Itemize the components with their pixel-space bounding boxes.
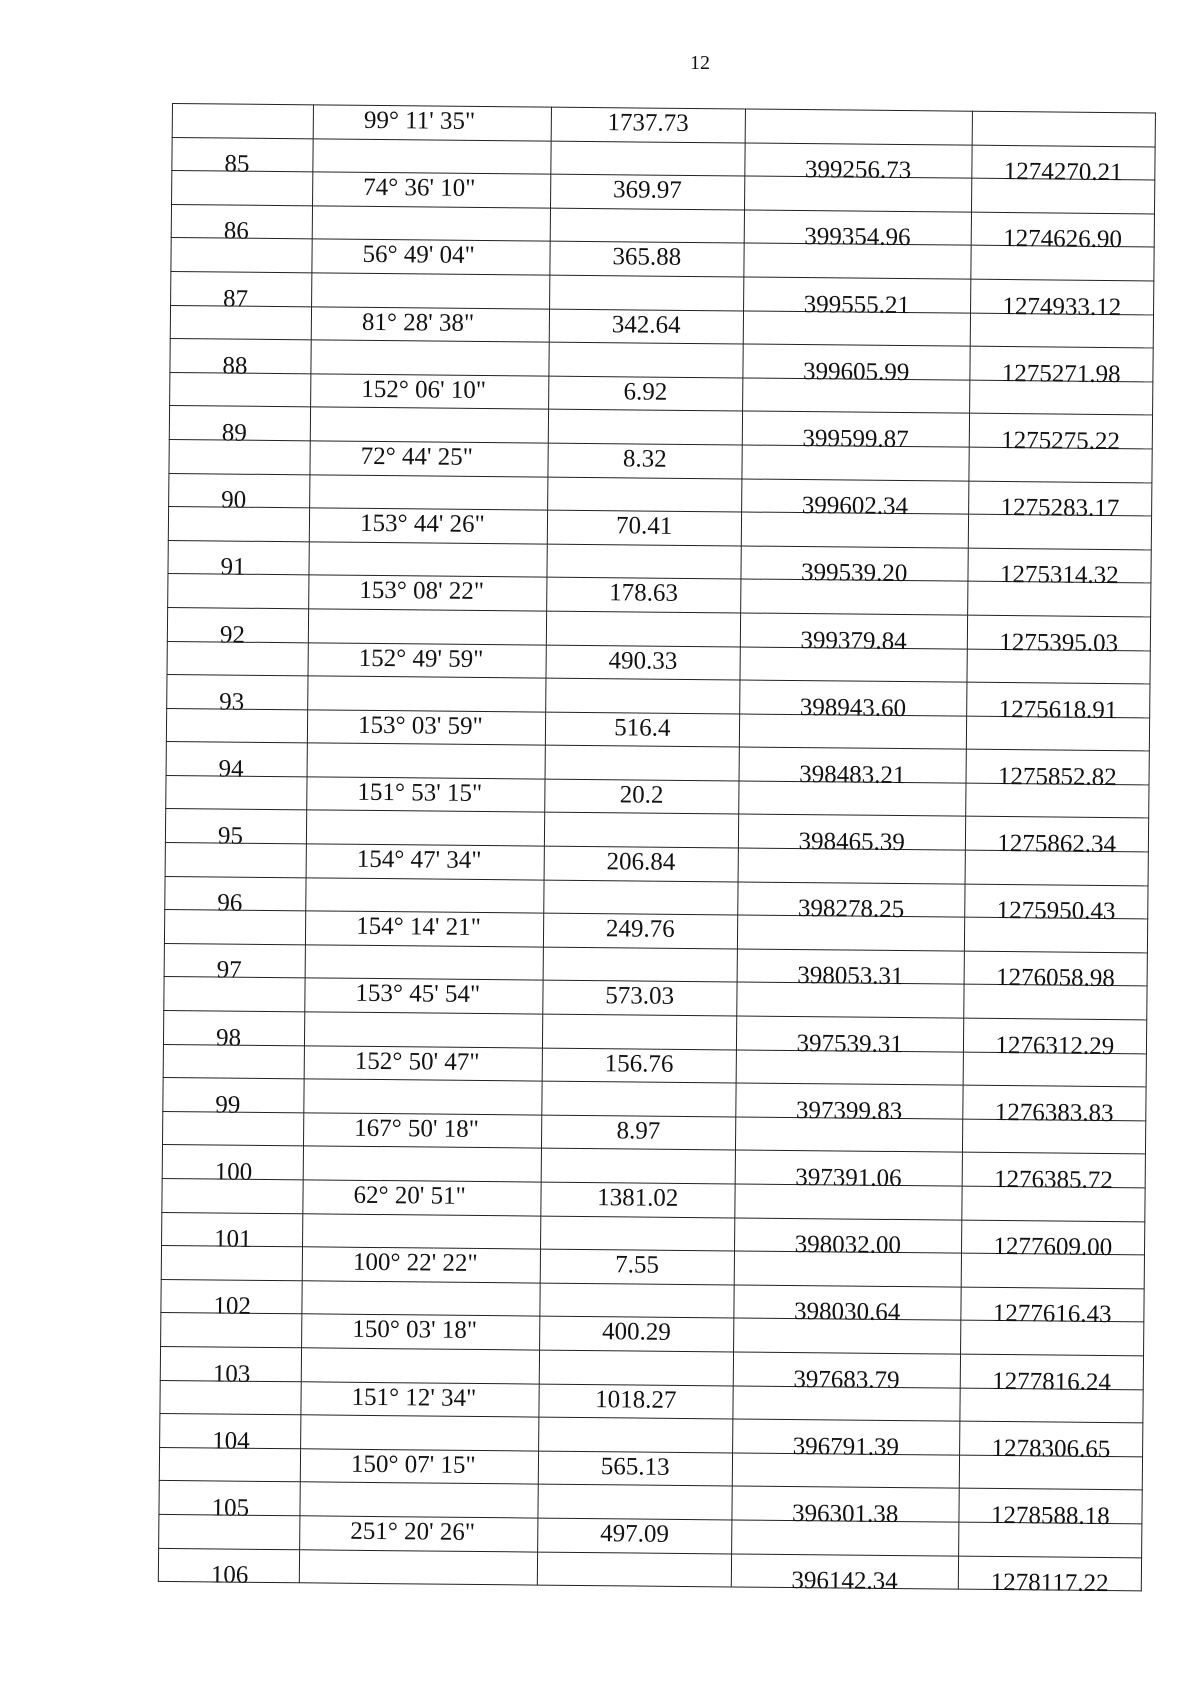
distance-cell [546,611,741,646]
distance-cell-text: 156.76 [604,1049,674,1078]
bearing-cell-text: 56° 49' 04" [362,241,475,270]
distance-cell [541,1115,736,1150]
northing-cell [972,111,1156,146]
northing-cell-text: 1275395.03 [999,628,1119,657]
distance-cell [544,846,739,881]
bearing-cell [310,441,548,477]
bearing-cell-text: 151° 12' 34" [351,1383,477,1412]
northing-cell [960,1287,1144,1329]
station-cell-text: 98 [215,1024,242,1052]
easting-cell-text: 399539.20 [800,559,908,588]
easting-cell-text: 397539.31 [796,1029,903,1058]
station-cell [162,1145,303,1186]
northing-cell [969,346,1153,388]
bearing-cell [301,1415,539,1451]
easting-cell-text: 399256.73 [804,156,912,185]
easting-cell [742,411,969,454]
easting-cell [740,680,967,722]
bearing-cell [300,1449,538,1485]
bearing-cell [307,710,545,746]
bearing-cell-text: 167° 50' 18" [354,1114,480,1143]
easting-cell [732,1486,959,1528]
easting-cell-text: 398943.60 [799,693,907,722]
bearing-cell [306,877,544,913]
bearing-cell [306,844,544,880]
station-cell [165,809,306,850]
distance-cell [549,275,744,310]
bearing-cell [313,172,551,208]
bearing-cell [313,105,551,141]
distance-cell [543,913,738,948]
distance-cell [548,443,743,478]
bearing-cell-text: 251° 20' 26" [350,1517,476,1546]
distance-cell [550,141,745,176]
northing-cell [964,884,1148,926]
bearing-cell [305,911,543,947]
station-cell-text: 89 [221,419,247,447]
northing-cell [968,481,1152,523]
easting-cell-text: 398032.00 [794,1231,902,1260]
northing-cell [970,279,1154,321]
northing-cell-text: 1277816.24 [992,1367,1112,1396]
bearing-cell [301,1381,539,1417]
distance-cell [537,1518,732,1553]
bearing-cell-text: 153° 03' 59" [357,711,483,740]
northing-cell [966,682,1150,724]
bearing-cell-text: 99° 11' 35" [363,106,476,135]
station-cell-text: 92 [219,620,246,649]
bearing-cell-text: 152° 49' 59" [358,644,484,673]
easting-cell-text: 398030.64 [793,1298,901,1327]
distance-cell [538,1484,733,1519]
station-cell-text: 99 [215,1091,241,1119]
bearing-cell [310,407,548,443]
bearing-cell-text: 81° 28' 38" [361,308,475,337]
distance-cell [549,342,744,377]
bearing-cell [309,575,547,611]
distance-cell [549,309,744,344]
station-cell-text: 103 [212,1360,251,1388]
distance-cell [548,376,743,411]
easting-cell [738,814,965,857]
easting-cell [743,277,970,319]
station-cell [172,137,313,178]
easting-cell-text: 397683.79 [793,1365,900,1394]
distance-cell-text: 20.2 [619,781,664,809]
distance-cell-text: 249.76 [605,915,675,944]
bearing-cell [306,810,544,846]
bearing-cell [313,138,551,174]
easting-cell [734,1285,961,1327]
northing-cell-text: 1276312.29 [995,1031,1115,1060]
bearing-cell-text: 153° 08' 22" [359,577,485,606]
northing-cell-text: 1276385.72 [993,1165,1114,1195]
station-cell-text: 95 [217,822,244,850]
distance-cell-text: 573.03 [605,982,675,1011]
easting-cell-text: 399599.87 [802,425,909,454]
distance-cell-text: 342.64 [611,310,681,339]
distance-cell [547,510,742,545]
station-cell [167,607,308,649]
bearing-cell [302,1247,540,1283]
northing-cell [964,951,1148,993]
distance-cell [546,645,741,680]
bearing-cell [303,1213,541,1249]
station-cell [170,339,311,380]
easting-cell [736,1083,963,1125]
easting-cell-text: 397399.83 [795,1096,903,1125]
station-cell [166,742,307,783]
station-cell-text: 93 [219,688,245,716]
bearing-cell-text: 150° 07' 15" [350,1450,476,1479]
easting-cell [745,143,972,185]
northing-cell [971,145,1155,187]
distance-cell-text: 1737.73 [607,109,689,137]
distance-cell [547,544,742,579]
station-cell-text: 101 [213,1225,252,1254]
distance-cell-text: 497.09 [600,1520,670,1548]
bearing-cell-text: 153° 44' 26" [359,509,485,539]
survey-coordinates-table [158,103,1156,1598]
bearing-cell [305,978,543,1014]
bearing-cell [307,777,545,813]
northing-cell-text: 1277609.00 [993,1233,1113,1262]
distance-cell-text: 400.29 [601,1318,671,1347]
easting-cell-text: 399354.96 [804,223,911,252]
easting-cell-text: 396142.34 [791,1567,898,1596]
easting-cell-text: 398053.31 [797,962,904,991]
northing-cell [961,1220,1145,1262]
station-cell [168,540,309,582]
bearing-cell [310,474,548,510]
easting-cell [744,210,971,252]
distance-cell [548,409,743,444]
station-cell-text: 90 [221,486,247,514]
northing-cell [965,817,1149,859]
distance-cell [545,712,740,747]
northing-cell [959,1421,1143,1463]
station-cell [160,1346,301,1388]
distance-cell-text: 1018.27 [595,1385,677,1414]
distance-cell-text: 178.63 [609,579,679,608]
station-cell-text: 102 [213,1292,252,1321]
northing-cell [966,749,1150,791]
northing-cell-text: 1275618.91 [998,695,1118,724]
easting-cell [741,546,968,588]
bearing-cell [304,1045,542,1081]
northing-cell [969,414,1153,456]
easting-cell [741,479,968,521]
station-cell [169,473,310,514]
distance-cell-text: 369.97 [612,176,682,205]
bearing-cell-text: 151° 53' 15" [357,778,483,807]
easting-cell-text: 399555.21 [803,290,911,319]
northing-cell-text: 1274626.90 [1003,225,1123,254]
station-cell [163,1010,304,1052]
bearing-cell [312,273,550,309]
bearing-cell [312,206,550,242]
table-body [158,104,1155,1598]
easting-cell [736,1016,963,1058]
northing-cell [963,1018,1147,1060]
station-cell-text: 91 [220,553,246,582]
bearing-cell [312,239,550,275]
station-cell-text: 87 [222,285,249,313]
distance-cell [539,1384,734,1419]
bearing-cell-text: 150° 03' 18" [352,1316,478,1345]
distance-cell-text: 1381.02 [597,1184,679,1212]
distance-cell [538,1417,733,1452]
station-cell [167,675,308,716]
easting-cell [732,1419,959,1461]
bearing-cell-text: 152° 06' 10" [361,375,487,404]
bearing-cell [301,1348,539,1384]
bearing-cell-text: 154° 14' 21" [356,913,481,942]
northing-cell-text: 1275852.82 [997,762,1117,791]
station-cell-text: 88 [222,352,248,380]
bearing-cell [304,1079,542,1115]
northing-cell-text: 1278588.18 [990,1501,1110,1531]
distance-cell [538,1451,733,1486]
distance-cell [539,1350,734,1385]
bearing-cell [302,1314,540,1350]
distance-cell-text: 6.92 [623,378,668,406]
northing-cell [967,615,1151,657]
northing-cell-text: 1276058.98 [995,964,1115,993]
easting-cell-text: 399605.99 [802,357,910,386]
easting-cell-text: 398483.21 [799,760,906,789]
bearing-cell [305,1012,543,1048]
northing-cell [962,1085,1146,1127]
northing-cell-text: 1275950.43 [996,897,1116,926]
bearing-cell-text: 62° 20' 51" [353,1181,466,1210]
station-cell-text: 106 [210,1561,249,1589]
northing-cell-text: 1275275.22 [1001,426,1121,456]
distance-cell [540,1216,735,1251]
distance-cell [544,779,739,814]
distance-cell [540,1182,735,1217]
distance-cell [545,745,740,780]
station-cell-text: 85 [224,150,250,178]
easting-cell [743,344,970,386]
station-cell-text: 97 [216,956,242,985]
bearing-cell-text: 74° 36' 10" [363,174,476,203]
distance-cell [543,947,738,982]
bearing-cell [308,676,546,712]
distance-cell [543,880,738,915]
page-number: 12 [690,52,710,74]
bearing-cell [303,1180,541,1216]
station-cell-text: 104 [212,1427,250,1455]
easting-cell [740,613,967,655]
station-cell [164,943,305,985]
easting-cell [737,949,964,991]
distance-cell [550,242,745,277]
distance-cell [540,1249,735,1284]
easting-cell-text: 399602.34 [801,492,909,521]
easting-cell-text: 396791.39 [792,1432,900,1461]
distance-cell [542,981,737,1016]
bearing-cell-text: 72° 44' 25" [360,442,474,471]
easting-cell [731,1553,958,1596]
distance-cell-text: 70.41 [615,512,673,540]
distance-cell [542,1014,737,1049]
distance-cell [541,1148,736,1183]
bearing-cell-text: 153° 45' 54" [355,980,481,1009]
easting-cell [735,1150,962,1193]
easting-cell-text: 398278.25 [797,895,905,924]
bearing-cell [307,743,545,779]
northing-cell-text: 1276383.83 [994,1098,1114,1127]
station-cell [171,271,312,313]
northing-cell [960,1354,1144,1396]
station-cell [163,1078,304,1119]
station-cell [165,876,306,917]
distance-cell-text: 8.97 [616,1117,661,1145]
station-cell [160,1414,301,1455]
bearing-cell [303,1146,541,1182]
bearing-cell [299,1549,537,1585]
northing-cell-text: 1274933.12 [1002,292,1122,321]
distance-cell [545,678,740,713]
bearing-cell-text: 100° 22' 22" [352,1248,478,1278]
northing-cell-text: 1278117.22 [990,1569,1109,1598]
distance-cell-text: 516.4 [614,713,671,742]
northing-cell [958,1556,1142,1598]
distance-cell-text: 8.32 [622,445,667,473]
northing-cell [971,212,1155,254]
bearing-cell [311,340,549,376]
distance-cell [537,1552,732,1587]
station-cell [162,1212,303,1254]
easting-cell-text: 399379.84 [800,626,907,655]
easting-cell [739,747,966,789]
bearing-cell [309,508,547,544]
easting-cell [738,882,965,924]
station-cell-text: 96 [217,889,243,917]
distance-cell [547,477,742,512]
northing-cell-text: 1275283.17 [1000,494,1120,523]
distance-cell-text: 206.84 [606,848,676,876]
station-cell-text: 94 [218,755,244,783]
easting-cell [745,109,972,145]
northing-cell [968,548,1152,590]
distance-cell [539,1316,734,1351]
distance-cell-text: 490.33 [608,646,678,675]
station-cell-text: 86 [223,217,249,246]
bearing-cell [302,1281,540,1317]
easting-cell-text: 398465.39 [798,828,905,857]
station-cell [159,1481,300,1522]
bearing-cell [305,945,543,981]
station-cell [172,104,313,139]
northing-cell-text: 1275314.32 [999,561,1119,590]
station-cell [171,204,312,246]
northing-cell-text: 1278306.65 [991,1434,1111,1463]
distance-cell [550,174,745,209]
distance-cell-text: 565.13 [600,1452,670,1481]
bearing-cell [300,1516,538,1552]
station-cell [169,406,310,447]
distance-cell-text: 7.55 [615,1251,660,1279]
station-cell [161,1279,302,1321]
distance-cell [550,208,745,243]
easting-cell-text: 397391.06 [795,1164,902,1193]
northing-cell-text: 1277616.43 [992,1300,1112,1329]
distance-cell [541,1081,736,1116]
northing-cell-text: 1275862.34 [997,830,1117,859]
northing-cell-text: 1274270.21 [1003,158,1123,187]
bearing-cell [311,374,549,410]
easting-cell-text: 396301.38 [791,1499,899,1528]
bearing-cell-text: 152° 50' 47" [354,1047,480,1076]
distance-cell-text: 365.88 [612,243,682,272]
station-cell [158,1548,299,1589]
distance-cell [544,813,739,848]
bearing-cell [304,1113,542,1149]
station-cell-text: 105 [211,1494,250,1522]
northing-cell-text: 1275271.98 [1001,359,1121,388]
easting-cell [734,1218,961,1260]
easting-cell [733,1352,960,1394]
distance-cell [540,1283,735,1318]
bearing-cell [308,642,546,678]
distance-cell [551,107,746,142]
distance-cell [542,1048,737,1083]
bearing-cell [311,306,549,342]
station-cell-text: 100 [214,1158,253,1186]
bearing-cell-text: 154° 47' 34" [356,845,482,875]
distance-cell [546,577,741,612]
bearing-cell [309,542,547,578]
northing-cell [959,1488,1143,1531]
northing-cell [962,1153,1146,1195]
bearing-cell [308,609,546,645]
bearing-cell [300,1482,538,1518]
